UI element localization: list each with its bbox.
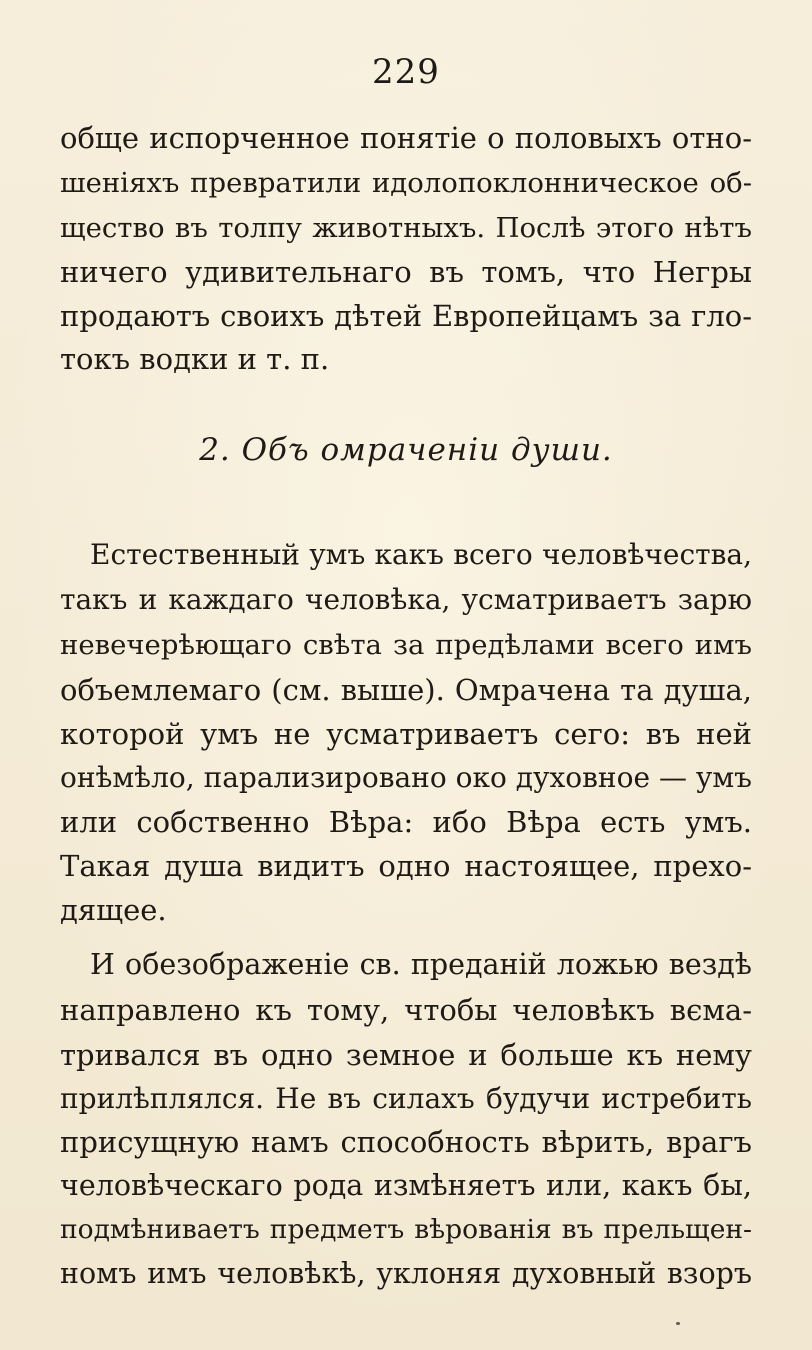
text-line: тривался въ одно земное и больше къ нему (60, 1038, 752, 1072)
text-line: И обезображеніе св. преданій ложью вездѣ (90, 948, 752, 981)
text-line: онѣмѣло, парализировано око духовное — умъ (60, 761, 752, 794)
text-line: такъ и каждаго человѣка, усматриваетъ зарю (60, 583, 752, 616)
text-line: ничего удивительнаго въ томъ, что Негры (60, 255, 752, 289)
text-line: направлено къ тому, чтобы человѣкъ вєма- (60, 993, 752, 1027)
text-line: или собственно Вѣра: ибо Вѣра есть умъ. (60, 805, 752, 839)
section-heading: 2. Объ омраченіи души. (199, 432, 613, 468)
text-line: прилѣплялся. Не въ силахъ будучи истребить (60, 1082, 752, 1115)
text-line: невечерѣющаго свѣта за предѣлами всего имъ (60, 629, 752, 661)
text-line: номъ имъ человѣкѣ, уклоняя духовный взоръ (60, 1257, 752, 1290)
text-line: дящее. (60, 893, 167, 927)
text-line: объемлемаго (см. выше). Омрачена та душа, (60, 673, 752, 707)
text-line: человѣческаго рода измѣняетъ или, какъ бы, (60, 1169, 752, 1202)
text-line: шеніяхъ превратили идолопоклонническое об- (60, 167, 752, 199)
text-line: Естественный умъ какъ всего человѣчества, (90, 538, 752, 571)
paper-speck (676, 1322, 680, 1325)
page-number: 229 (372, 52, 440, 92)
text-line: Такая душа видитъ одно настоящее, прехо- (60, 849, 752, 883)
text-line: подмѣниваетъ предметъ вѣрованія въ прельщен- (60, 1214, 752, 1245)
text-line: продаютъ своихъ дѣтей Европейцамъ за гло- (60, 299, 752, 333)
text-line: обще испорченное понятіе о половыхъ отно- (60, 121, 752, 155)
text-line: присущную намъ способность вѣрить, врагъ (60, 1125, 752, 1159)
text-line: токъ водки и т. п. (60, 342, 330, 376)
text-line: щество въ толпу животныхъ. Послѣ этого нѣтъ (60, 212, 752, 244)
text-line: которой умъ не усматриваетъ сего: въ ней (60, 717, 752, 751)
